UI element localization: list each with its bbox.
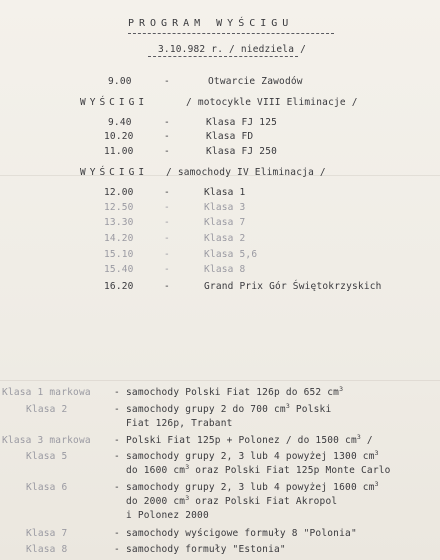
program-title: PROGRAM WYŚCIGU (128, 18, 294, 29)
class-dash: - (114, 404, 120, 415)
opening-time: 9.00 (108, 76, 132, 87)
race-dash: - (164, 233, 170, 244)
race-label: Grand Prix Gór Świętokrzyskich (204, 281, 382, 292)
class-dash: - (114, 482, 120, 493)
class-dash: - (114, 435, 120, 446)
class-dash: - (114, 451, 120, 462)
race-dash: - (164, 264, 170, 275)
race-time: 16.20 (104, 281, 134, 292)
race-dash: - (164, 281, 170, 292)
moto-time: 11.00 (104, 146, 134, 157)
class-description-cont: do 2000 $cm^3$ oraz Polski Fiat Akropol (126, 494, 338, 507)
moto-label: Klasa FJ 125 (206, 117, 278, 128)
moto-time: 10.20 (104, 131, 134, 142)
class-description: samochody grupy 2 do 700 $cm^3$ Polski (126, 402, 332, 415)
class-dash: - (114, 387, 120, 398)
moto-label: Klasa FD (206, 131, 254, 142)
moto-dash: - (164, 117, 170, 128)
class-dash: - (114, 528, 120, 539)
class-name: Klasa 8 (26, 544, 68, 555)
class-name: Klasa 3 markowa (2, 435, 91, 446)
class-dash: - (114, 544, 120, 555)
race-dash: - (164, 249, 170, 260)
class-description-cont: do 1600 $cm^3$ oraz Polski Fiat 125p Monte Carlo (126, 463, 391, 476)
class-description: Polski Fiat 125p + Polonez / do 1500 $cm^3$ / (126, 433, 373, 446)
race-label: Klasa 5,6 (204, 249, 258, 260)
class-description: samochody formuły "Estonia" (126, 544, 286, 555)
class-description-cont: Fiat 126p, Trabant (126, 418, 233, 429)
class-name: Klasa 1 markowa (2, 387, 91, 398)
race-label: Klasa 3 (204, 202, 246, 213)
race-label: Klasa 2 (204, 233, 246, 244)
class-name: Klasa 2 (26, 404, 68, 415)
moto-heading-sub: / motocykle VIII Eliminacje / (186, 97, 358, 108)
moto-time: 9.40 (108, 117, 132, 128)
opening-dash: - (164, 76, 170, 87)
race-time: 15.40 (104, 264, 134, 275)
moto-label: Klasa FJ 250 (206, 146, 278, 157)
race-time: 14.20 (104, 233, 134, 244)
class-name: Klasa 6 (26, 482, 68, 493)
race-label: Klasa 7 (204, 217, 246, 228)
moto-dash: - (164, 131, 170, 142)
cars-heading-sub: / samochody IV Eliminacja / (166, 167, 326, 178)
moto-dash: - (164, 146, 170, 157)
class-name: Klasa 5 (26, 451, 68, 462)
title-underline (128, 33, 334, 34)
class-description-cont: i Polonez 2000 (126, 510, 209, 521)
moto-heading: WYŚCIGI (80, 97, 149, 108)
class-description: samochody grupy 2, 3 lub 4 powyżej 1300 $cm^3$ (126, 449, 379, 462)
race-dash: - (164, 202, 170, 213)
race-time: 15.10 (104, 249, 134, 260)
cars-heading: WYŚCIGI (80, 167, 149, 178)
class-description: samochody Polski Fiat 126p do 652 $cm^3$ (126, 385, 344, 398)
race-dash: - (164, 217, 170, 228)
race-dash: - (164, 187, 170, 198)
race-time: 12.00 (104, 187, 134, 198)
date-underline (148, 56, 298, 57)
race-time: 12.50 (104, 202, 134, 213)
event-date: 3.10.982 r. / niedziela / (158, 44, 306, 55)
race-label: Klasa 1 (204, 187, 246, 198)
class-name: Klasa 7 (26, 528, 68, 539)
race-label: Klasa 8 (204, 264, 246, 275)
class-description: samochody grupy 2, 3 lub 4 powyżej 1600 $cm^3$ (126, 480, 379, 493)
class-description: samochody wyścigowe formuły 8 "Polonia" (126, 528, 357, 539)
opening-label: Otwarcie Zawodów (208, 76, 303, 87)
paper-fold (0, 380, 440, 381)
race-time: 13.30 (104, 217, 134, 228)
